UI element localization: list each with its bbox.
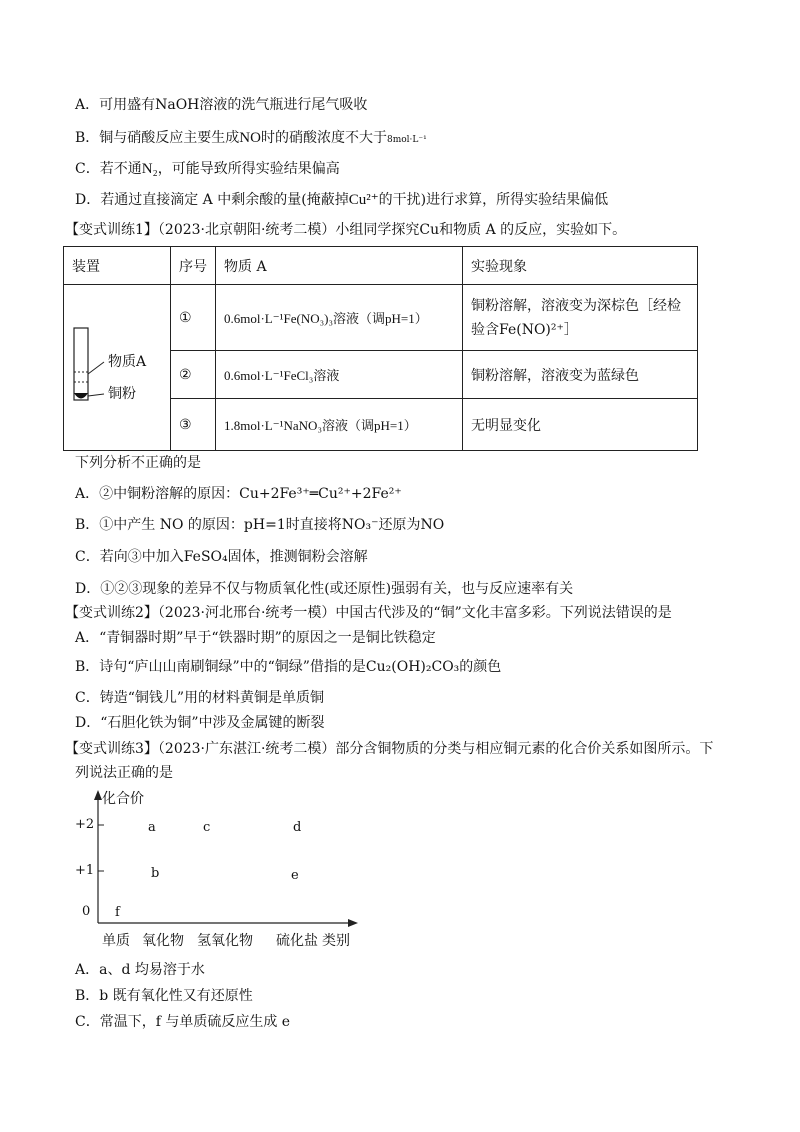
cu-ion-formula: Cu²⁺ bbox=[348, 192, 379, 208]
variant1-option-c: C．若向③中加入FeSO₄固体，推测铜粉会溶解 bbox=[75, 549, 368, 565]
label-copper-powder: 铜粉 bbox=[108, 386, 136, 402]
row3-substance: 1.8mol·L⁻¹NaNO₃溶液（调pH=1） bbox=[216, 399, 463, 451]
option-d-suffix: 的干扰)进行求算，所得实验结果偏低 bbox=[378, 192, 609, 208]
variant3-title-line1: 【变式训练3】（2023·广东湛江·统考二模）部分含铜物质的分类与相应铜元素的化合价关系如图所示。下 bbox=[65, 741, 714, 757]
experiment-table bbox=[63, 246, 698, 451]
option-c-suffix: ，可能导致所得实验结果偏高 bbox=[157, 161, 340, 177]
x-cat-elemental: 单质 bbox=[102, 933, 130, 949]
header-phenomenon: 实验现象 bbox=[463, 247, 698, 285]
row2-substance: 0.6mol·L⁻¹FeCl₃溶液 bbox=[216, 351, 463, 399]
point-a: a bbox=[148, 820, 156, 835]
row3-phenomenon: 无明显变化 bbox=[463, 399, 698, 451]
y-axis-arrow-icon bbox=[94, 790, 102, 800]
y-tick-plus2: +2 bbox=[75, 817, 95, 832]
option-c-prefix: C．若不通 bbox=[75, 161, 142, 177]
n2-formula: N₂ bbox=[141, 161, 158, 177]
copper-powder-icon bbox=[74, 393, 88, 399]
variant1-question: 下列分析不正确的是 bbox=[75, 455, 201, 471]
x-cat-hydroxide: 氢氧化物 bbox=[197, 933, 253, 949]
label-substance-a: 物质A bbox=[108, 354, 147, 370]
variant3-option-c: C．常温下，f 与单质硫反应生成 e bbox=[75, 1014, 291, 1030]
row2-number: ② bbox=[171, 351, 216, 399]
option-a-prev: A．可用盛有NaOH溶液的洗气瓶进行尾气吸收 bbox=[75, 97, 368, 113]
point-c: c bbox=[203, 820, 211, 835]
variant2-option-d: D．“石胆化铁为铜”中涉及金属键的断裂 bbox=[75, 715, 325, 731]
row3-number: ③ bbox=[171, 399, 216, 451]
point-d: d bbox=[293, 820, 302, 835]
row2-phenomenon: 铜粉溶解，溶液变为蓝绿色 bbox=[463, 351, 698, 399]
valence-diagram bbox=[60, 788, 380, 953]
variant1-option-a: A．②中铜粉溶解的原因：Cu+2Fe³⁺═Cu²⁺+2Fe²⁺ bbox=[75, 486, 402, 502]
row1-phenomenon: 铜粉溶解，溶液变为深棕色［经检验含Fe(NO)²⁺］ bbox=[463, 285, 698, 351]
x-axis-label: 类别 bbox=[322, 933, 350, 949]
option-b-mid: 时的硝酸浓度不大于 bbox=[260, 130, 387, 146]
variant3-option-a: A．a、d 均易溶于水 bbox=[75, 962, 205, 978]
option-d-prev bbox=[75, 190, 608, 210]
y-axis-label: 化合价 bbox=[102, 791, 144, 807]
point-b: b bbox=[151, 866, 160, 881]
option-b-prev bbox=[75, 128, 427, 150]
variant2-title: 【变式训练2】（2023·河北邢台·统考一模）中国古代涉及的“铜”文化丰富多彩。下列说法错误的是 bbox=[65, 605, 672, 621]
header-apparatus: 装置 bbox=[64, 247, 171, 285]
variant2-option-a: A．“青铜器时期”早于“铁器时期”的原因之一是铜比铁稳定 bbox=[75, 630, 436, 646]
test-tube-icon bbox=[74, 328, 88, 400]
variant2-option-b: B．诗句“庐山山南刷铜绿”中的“铜绿”借指的是Cu₂(OH)₂CO₃的颜色 bbox=[75, 659, 502, 675]
point-e: e bbox=[291, 868, 299, 883]
variant3-option-b: B．b 既有氧化性又有还原性 bbox=[75, 988, 253, 1004]
variant1-option-d: D．①②③现象的差异不仅与物质氧化性(或还原性)强弱有关，也与反应速率有关 bbox=[75, 581, 574, 597]
row1-substance: 0.6mol·L⁻¹Fe(NO₃)₃溶液（调pH=1） bbox=[216, 285, 463, 351]
header-number: 序号 bbox=[171, 247, 216, 285]
concentration-value: 8mol·L⁻¹ bbox=[386, 135, 427, 145]
y-tick-plus1: +1 bbox=[75, 863, 95, 878]
table-header-row bbox=[64, 247, 698, 285]
option-c-prev bbox=[75, 159, 340, 179]
variant1-option-b: B．①中产生 NO 的原因：pH=1时直接将NO₃⁻还原为NO bbox=[75, 517, 445, 533]
apparatus-cell bbox=[64, 285, 171, 451]
row1-number: ① bbox=[171, 285, 216, 351]
header-substance: 物质 A bbox=[216, 247, 463, 285]
variant3-title-line2: 列说法正确的是 bbox=[75, 765, 173, 781]
y-tick-zero: 0 bbox=[82, 904, 91, 919]
x-cat-oxide: 氧化物 bbox=[142, 933, 184, 949]
variant2-option-c: C．铸造“铜钱儿”用的材料黄铜是单质铜 bbox=[75, 690, 325, 706]
table-row bbox=[64, 285, 698, 351]
point-f: f bbox=[115, 905, 120, 920]
variant1-title: 【变式训练1】（2023·北京朝阳·统考二模）小组同学探究Cu和物质 A 的反应，实验如下。 bbox=[65, 222, 627, 238]
option-d-prefix: D．若通过直接滴定 A 中剩余酸的量(掩蔽掉 bbox=[75, 192, 349, 208]
x-axis-arrow-icon bbox=[348, 919, 358, 927]
diagram-axes bbox=[60, 788, 380, 953]
x-cat-sulfide: 硫化盐 bbox=[276, 933, 318, 949]
no-formula: NO bbox=[239, 130, 261, 146]
option-b-prefix: B．铜与硝酸反应主要生成 bbox=[75, 130, 240, 146]
